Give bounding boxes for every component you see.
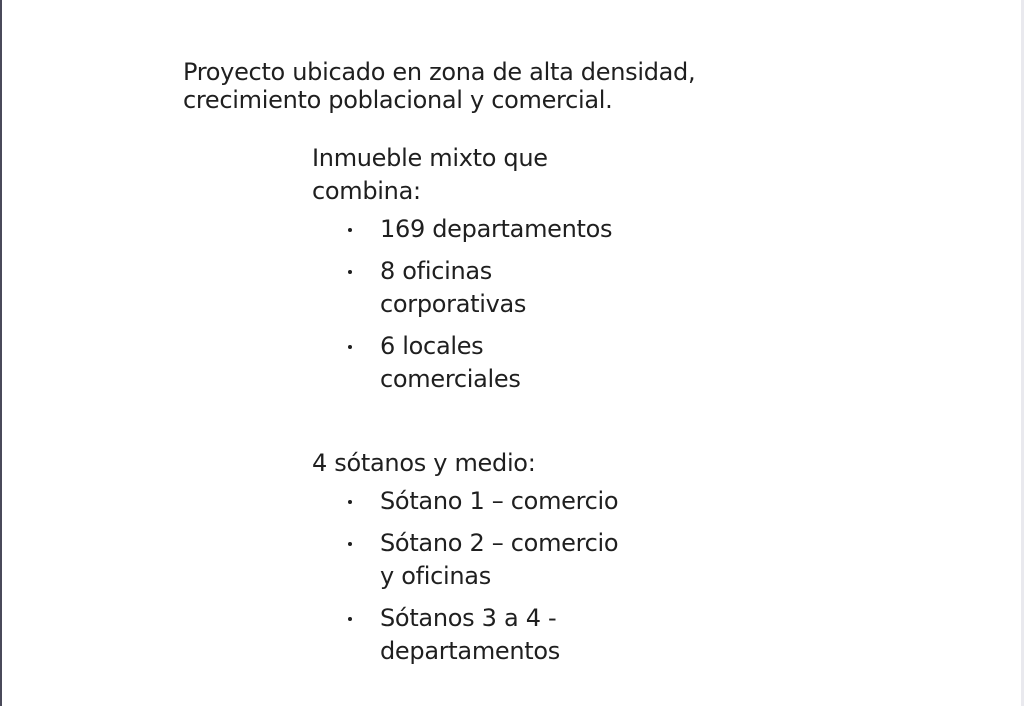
list-item-text: 6 locales — [380, 332, 484, 360]
list-item-text: Sótano 2 – comercio — [380, 529, 619, 557]
bullet-icon — [348, 270, 352, 274]
basements-list — [312, 485, 692, 668]
list-item-shops — [312, 330, 692, 396]
list-item-text: Sótano 1 – comercio — [380, 487, 619, 515]
list-item-text: 8 oficinas — [380, 257, 492, 285]
basements-heading — [312, 447, 692, 480]
basements-heading-text: 4 sótanos y medio: — [312, 449, 536, 477]
list-item-text: 169 departamentos — [380, 215, 613, 243]
basements-section — [312, 447, 692, 677]
mixed-use-section — [312, 142, 692, 405]
bullet-icon — [348, 228, 352, 232]
bullet-icon — [348, 500, 352, 504]
list-item-basements-3-4 — [312, 602, 692, 668]
bullet-icon — [348, 345, 352, 349]
intro-line-1: Proyecto ubicado en zona de alta densidad, — [183, 58, 696, 86]
list-item-text-continued: y oficinas — [380, 562, 491, 590]
list-item-basement-2 — [312, 527, 692, 593]
bullet-icon — [348, 617, 352, 621]
list-item-basement-1 — [312, 485, 692, 518]
intro-line-2: crecimiento poblacional y comercial. — [183, 86, 613, 114]
mixed-use-list — [312, 213, 692, 396]
list-item-offices — [312, 255, 692, 321]
intro-paragraph — [183, 58, 823, 114]
mixed-use-heading-line-2: combina: — [312, 177, 421, 205]
list-item-text-continued: comerciales — [380, 365, 521, 393]
page-left-border — [0, 0, 2, 706]
list-item-text: Sótanos 3 a 4 - — [380, 604, 557, 632]
mixed-use-heading-line-1: Inmueble mixto que — [312, 144, 548, 172]
mixed-use-heading — [312, 142, 692, 208]
list-item-apartments — [312, 213, 692, 246]
list-item-text-continued: departamentos — [380, 637, 560, 665]
list-item-text-continued: corporativas — [380, 290, 527, 318]
bullet-icon — [348, 542, 352, 546]
